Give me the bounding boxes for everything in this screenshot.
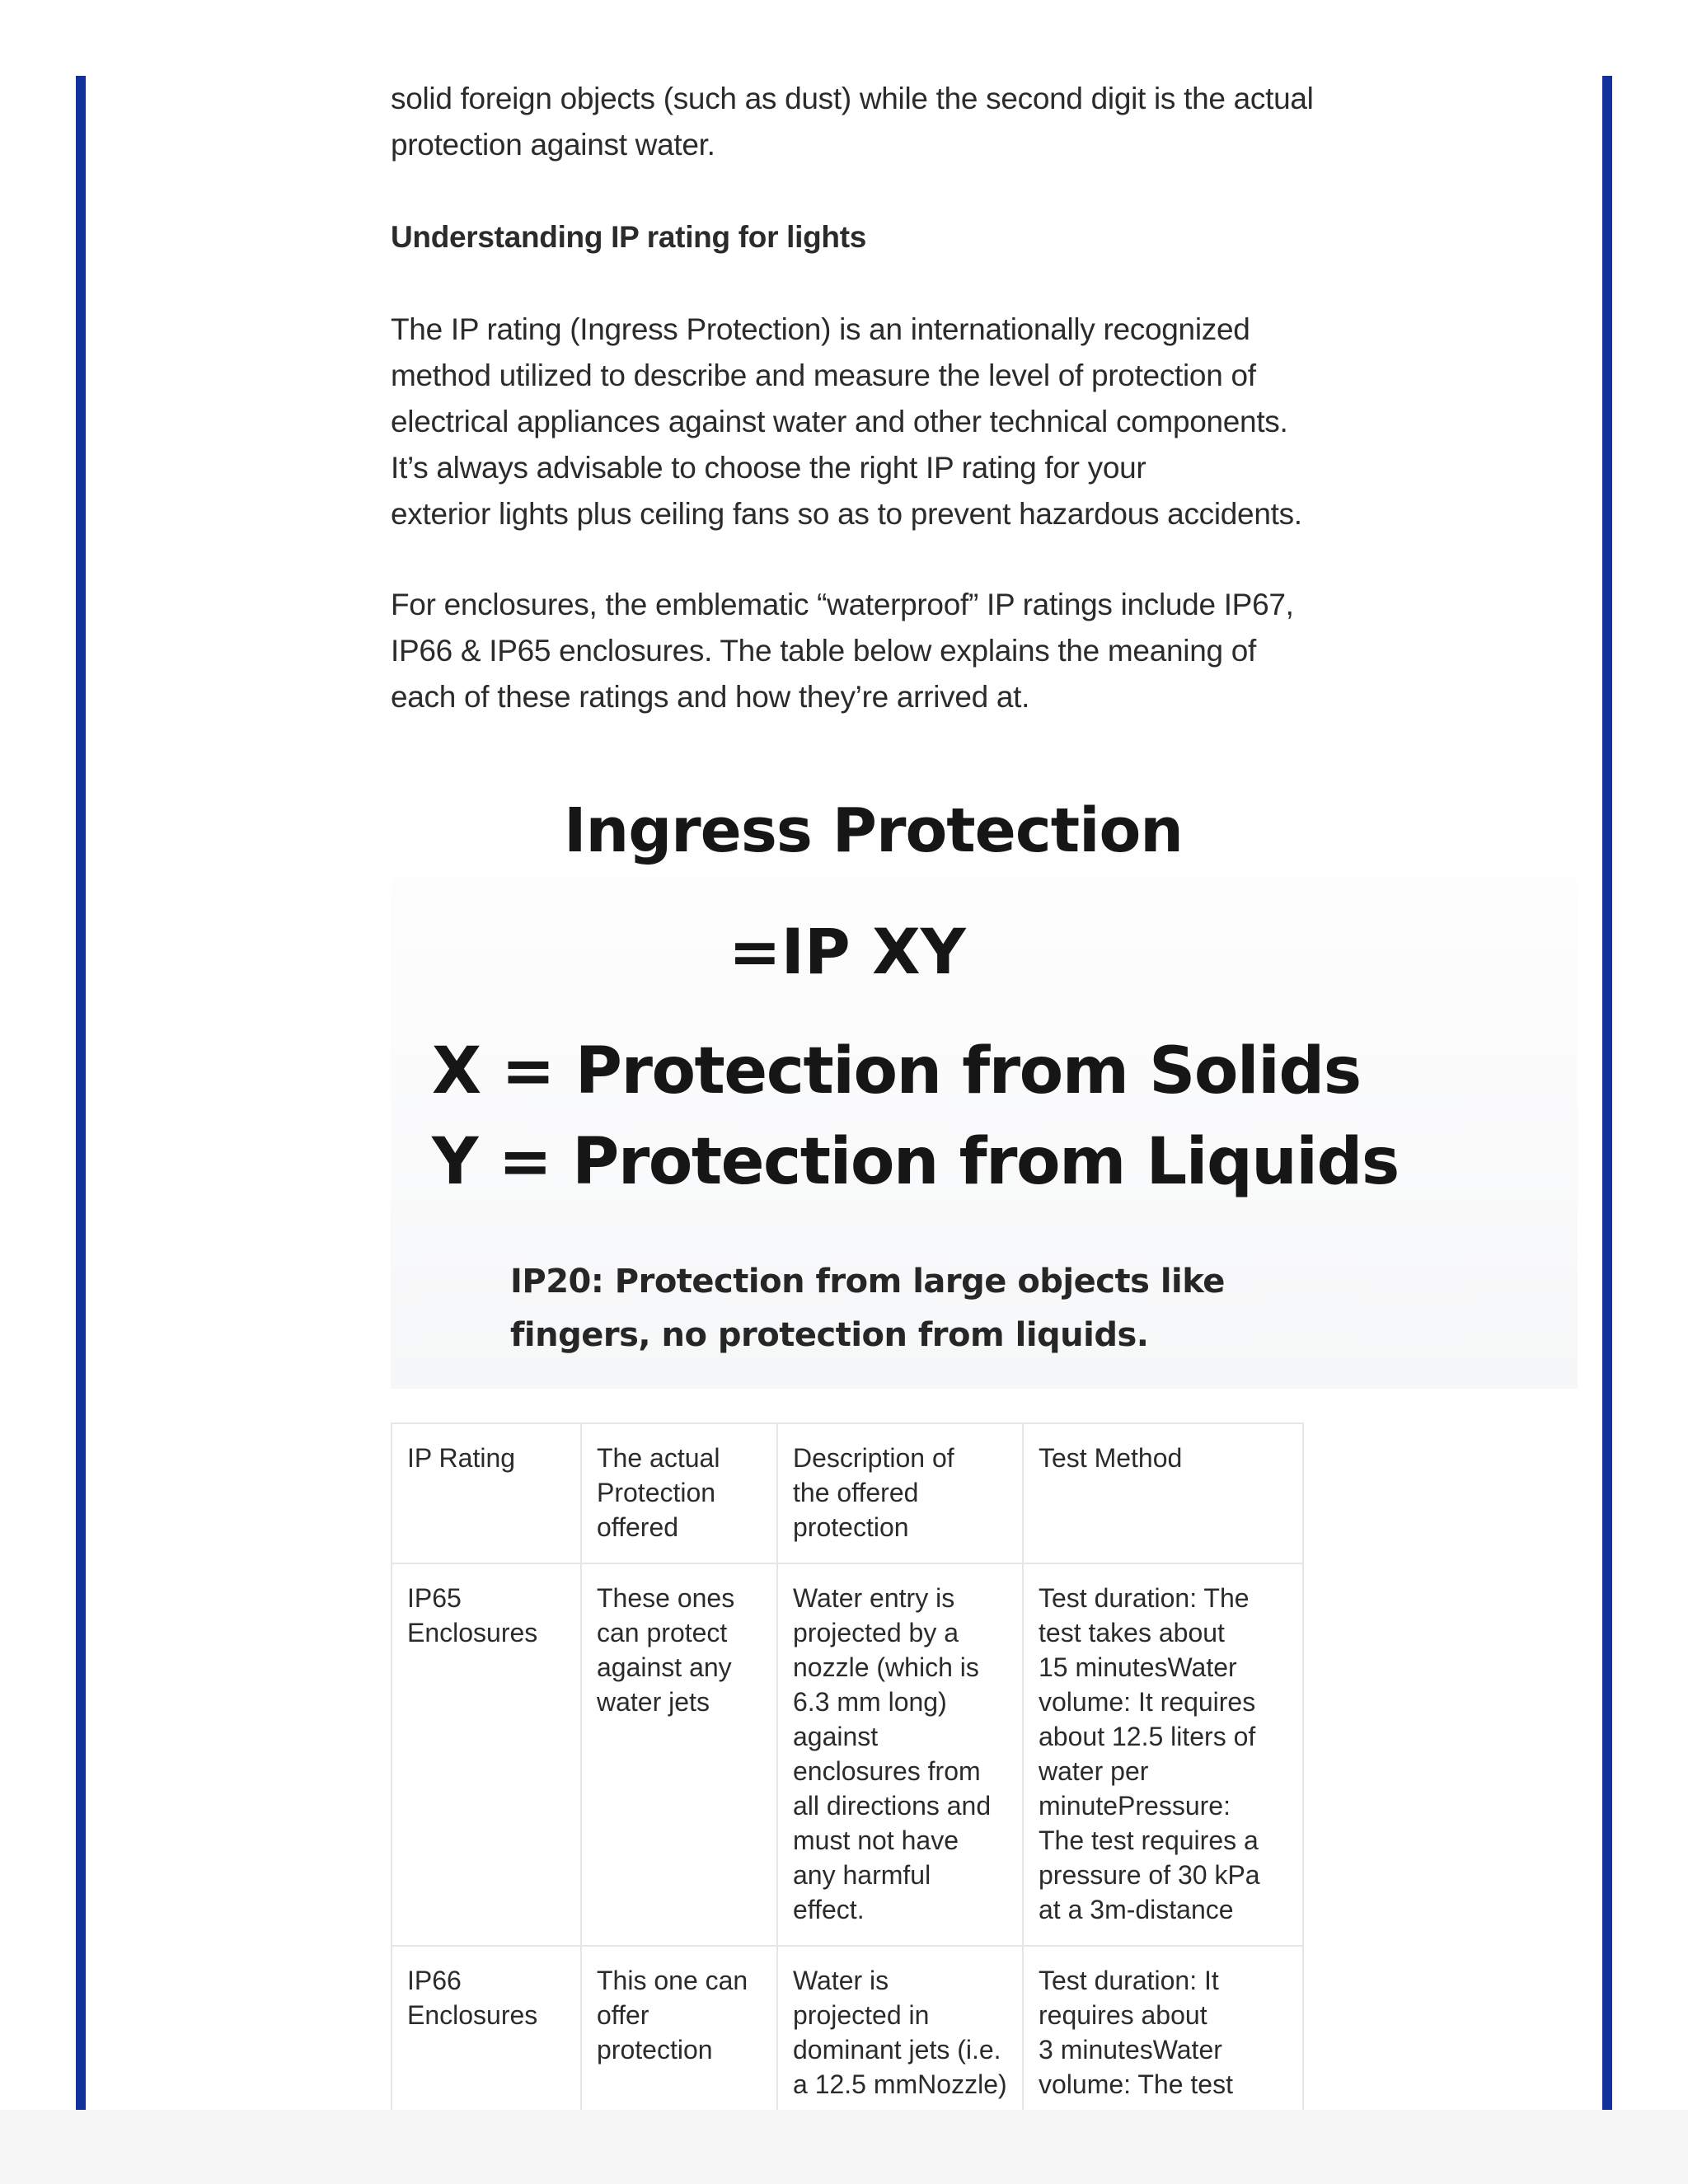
cell-line: enclosures from: [793, 1756, 981, 1786]
cell-line: 6.3 mm long): [793, 1687, 947, 1717]
left-accent-border: [76, 76, 86, 2110]
table-cell: [1023, 1563, 1303, 1946]
text-line: electrical appliances against water and other technical components.: [391, 405, 1288, 438]
table-cell: [581, 1423, 777, 1563]
figure-x-definition: X = Protection from Solids: [432, 1034, 1361, 1108]
cell-line: The actual: [597, 1443, 720, 1473]
cell-line: effect.: [793, 1895, 865, 1924]
cell-line: minutePressure:: [1039, 1791, 1231, 1821]
right-accent-border: [1602, 76, 1612, 2110]
cell-line: Enclosures: [407, 1618, 538, 1647]
cell-line: pressure of 30 kPa: [1039, 1860, 1260, 1890]
text-line: IP66 & IP65 enclosures. The table below explains the meaning of: [391, 634, 1256, 668]
ip-rating-table: [391, 1422, 1304, 2164]
cell-line: any harmful: [793, 1860, 931, 1890]
ip-rating-paragraph: [391, 307, 1302, 537]
cell-line: the offered: [793, 1478, 919, 1507]
intro-paragraph: [391, 76, 1314, 168]
cell-line: volume: The test: [1039, 2069, 1233, 2099]
table-cell: [1023, 1423, 1303, 1563]
text-line: exterior lights plus ceiling fans so as to prevent hazardous accidents.: [391, 497, 1302, 531]
cell-line: protection: [597, 2035, 713, 2064]
table-cell: [392, 1423, 581, 1563]
cell-line: protection: [793, 1512, 909, 1542]
figure-ip20-note: [510, 1255, 1225, 1362]
cell-line: water jets: [597, 1687, 710, 1717]
cell-line: Description of: [793, 1443, 954, 1473]
cell-line: dominant jets (i.e.: [793, 2035, 1001, 2064]
cell-line: Protection: [597, 1478, 716, 1507]
cell-line: about 12.5 liters of: [1039, 1722, 1256, 1751]
cell-line: a 12.5 mmNozzle): [793, 2069, 1007, 2099]
cell-line: These ones: [597, 1583, 735, 1613]
cell-line: IP66: [407, 1966, 462, 1995]
cell-line: offered: [597, 1512, 679, 1542]
cell-line: 3 minutesWater: [1039, 2035, 1222, 2064]
cell-line: nozzle (which is: [793, 1652, 979, 1682]
cell-line: Enclosures: [407, 2000, 538, 2030]
section-heading: Understanding IP rating for lights: [391, 220, 867, 254]
table-cell: [392, 1563, 581, 1946]
cell-line: can protect: [597, 1618, 728, 1647]
page-bottom-band: [0, 2110, 1688, 2184]
cell-line: must not have: [793, 1825, 959, 1855]
table-cell: [777, 1563, 1023, 1946]
table-row: [392, 1563, 1303, 1946]
text-line: solid foreign objects (such as dust) while the second digit is the actual: [391, 82, 1314, 115]
note-line: fingers, no protection from liquids.: [510, 1316, 1149, 1354]
figure-y-definition: Y = Protection from Liquids: [432, 1125, 1399, 1199]
cell-line: IP65: [407, 1583, 462, 1613]
cell-line: offer: [597, 2000, 649, 2030]
table-header-row: [392, 1423, 1303, 1563]
cell-line: at a 3m-distance: [1039, 1895, 1234, 1924]
cell-line: water per: [1039, 1756, 1149, 1786]
cell-line: test takes about: [1039, 1618, 1225, 1647]
figure-formula: =IP XY: [729, 915, 966, 988]
cell-line: Test Method: [1039, 1443, 1183, 1473]
cell-line: volume: It requires: [1039, 1687, 1256, 1717]
cell-line: against: [793, 1722, 879, 1751]
cell-line: IP Rating: [407, 1443, 516, 1473]
cell-line: requires about: [1039, 2000, 1207, 2030]
cell-line: The test requires a: [1039, 1825, 1259, 1855]
table-cell: [777, 1423, 1023, 1563]
cell-line: projected by a: [793, 1618, 959, 1647]
table-cell: [581, 1563, 777, 1946]
text-line: It’s always advisable to choose the right IP rating for your: [391, 451, 1146, 485]
enclosures-paragraph: [391, 582, 1294, 720]
text-line: method utilized to describe and measure the level of protection of: [391, 359, 1256, 392]
cell-line: projected in: [793, 2000, 930, 2030]
text-line: each of these ratings and how they’re arrived at.: [391, 680, 1030, 714]
text-line: The IP rating (Ingress Protection) is an internationally recognized: [391, 312, 1250, 346]
text-line: protection against water.: [391, 128, 715, 162]
figure-title: Ingress Protection: [564, 795, 1183, 866]
cell-line: 15 minutesWater: [1039, 1652, 1237, 1682]
ingress-protection-figure: [391, 746, 1578, 1389]
cell-line: all directions and: [793, 1791, 992, 1821]
text-line: For enclosures, the emblematic “waterproof” IP ratings include IP67,: [391, 588, 1294, 621]
note-line: IP20: Protection from large objects like: [510, 1263, 1225, 1301]
cell-line: Test duration: It: [1039, 1966, 1219, 1995]
cell-line: This one can: [597, 1966, 748, 1995]
cell-line: against any: [597, 1652, 732, 1682]
cell-line: Test duration: The: [1039, 1583, 1250, 1613]
cell-line: Water is: [793, 1966, 889, 1995]
cell-line: Water entry is: [793, 1583, 955, 1613]
